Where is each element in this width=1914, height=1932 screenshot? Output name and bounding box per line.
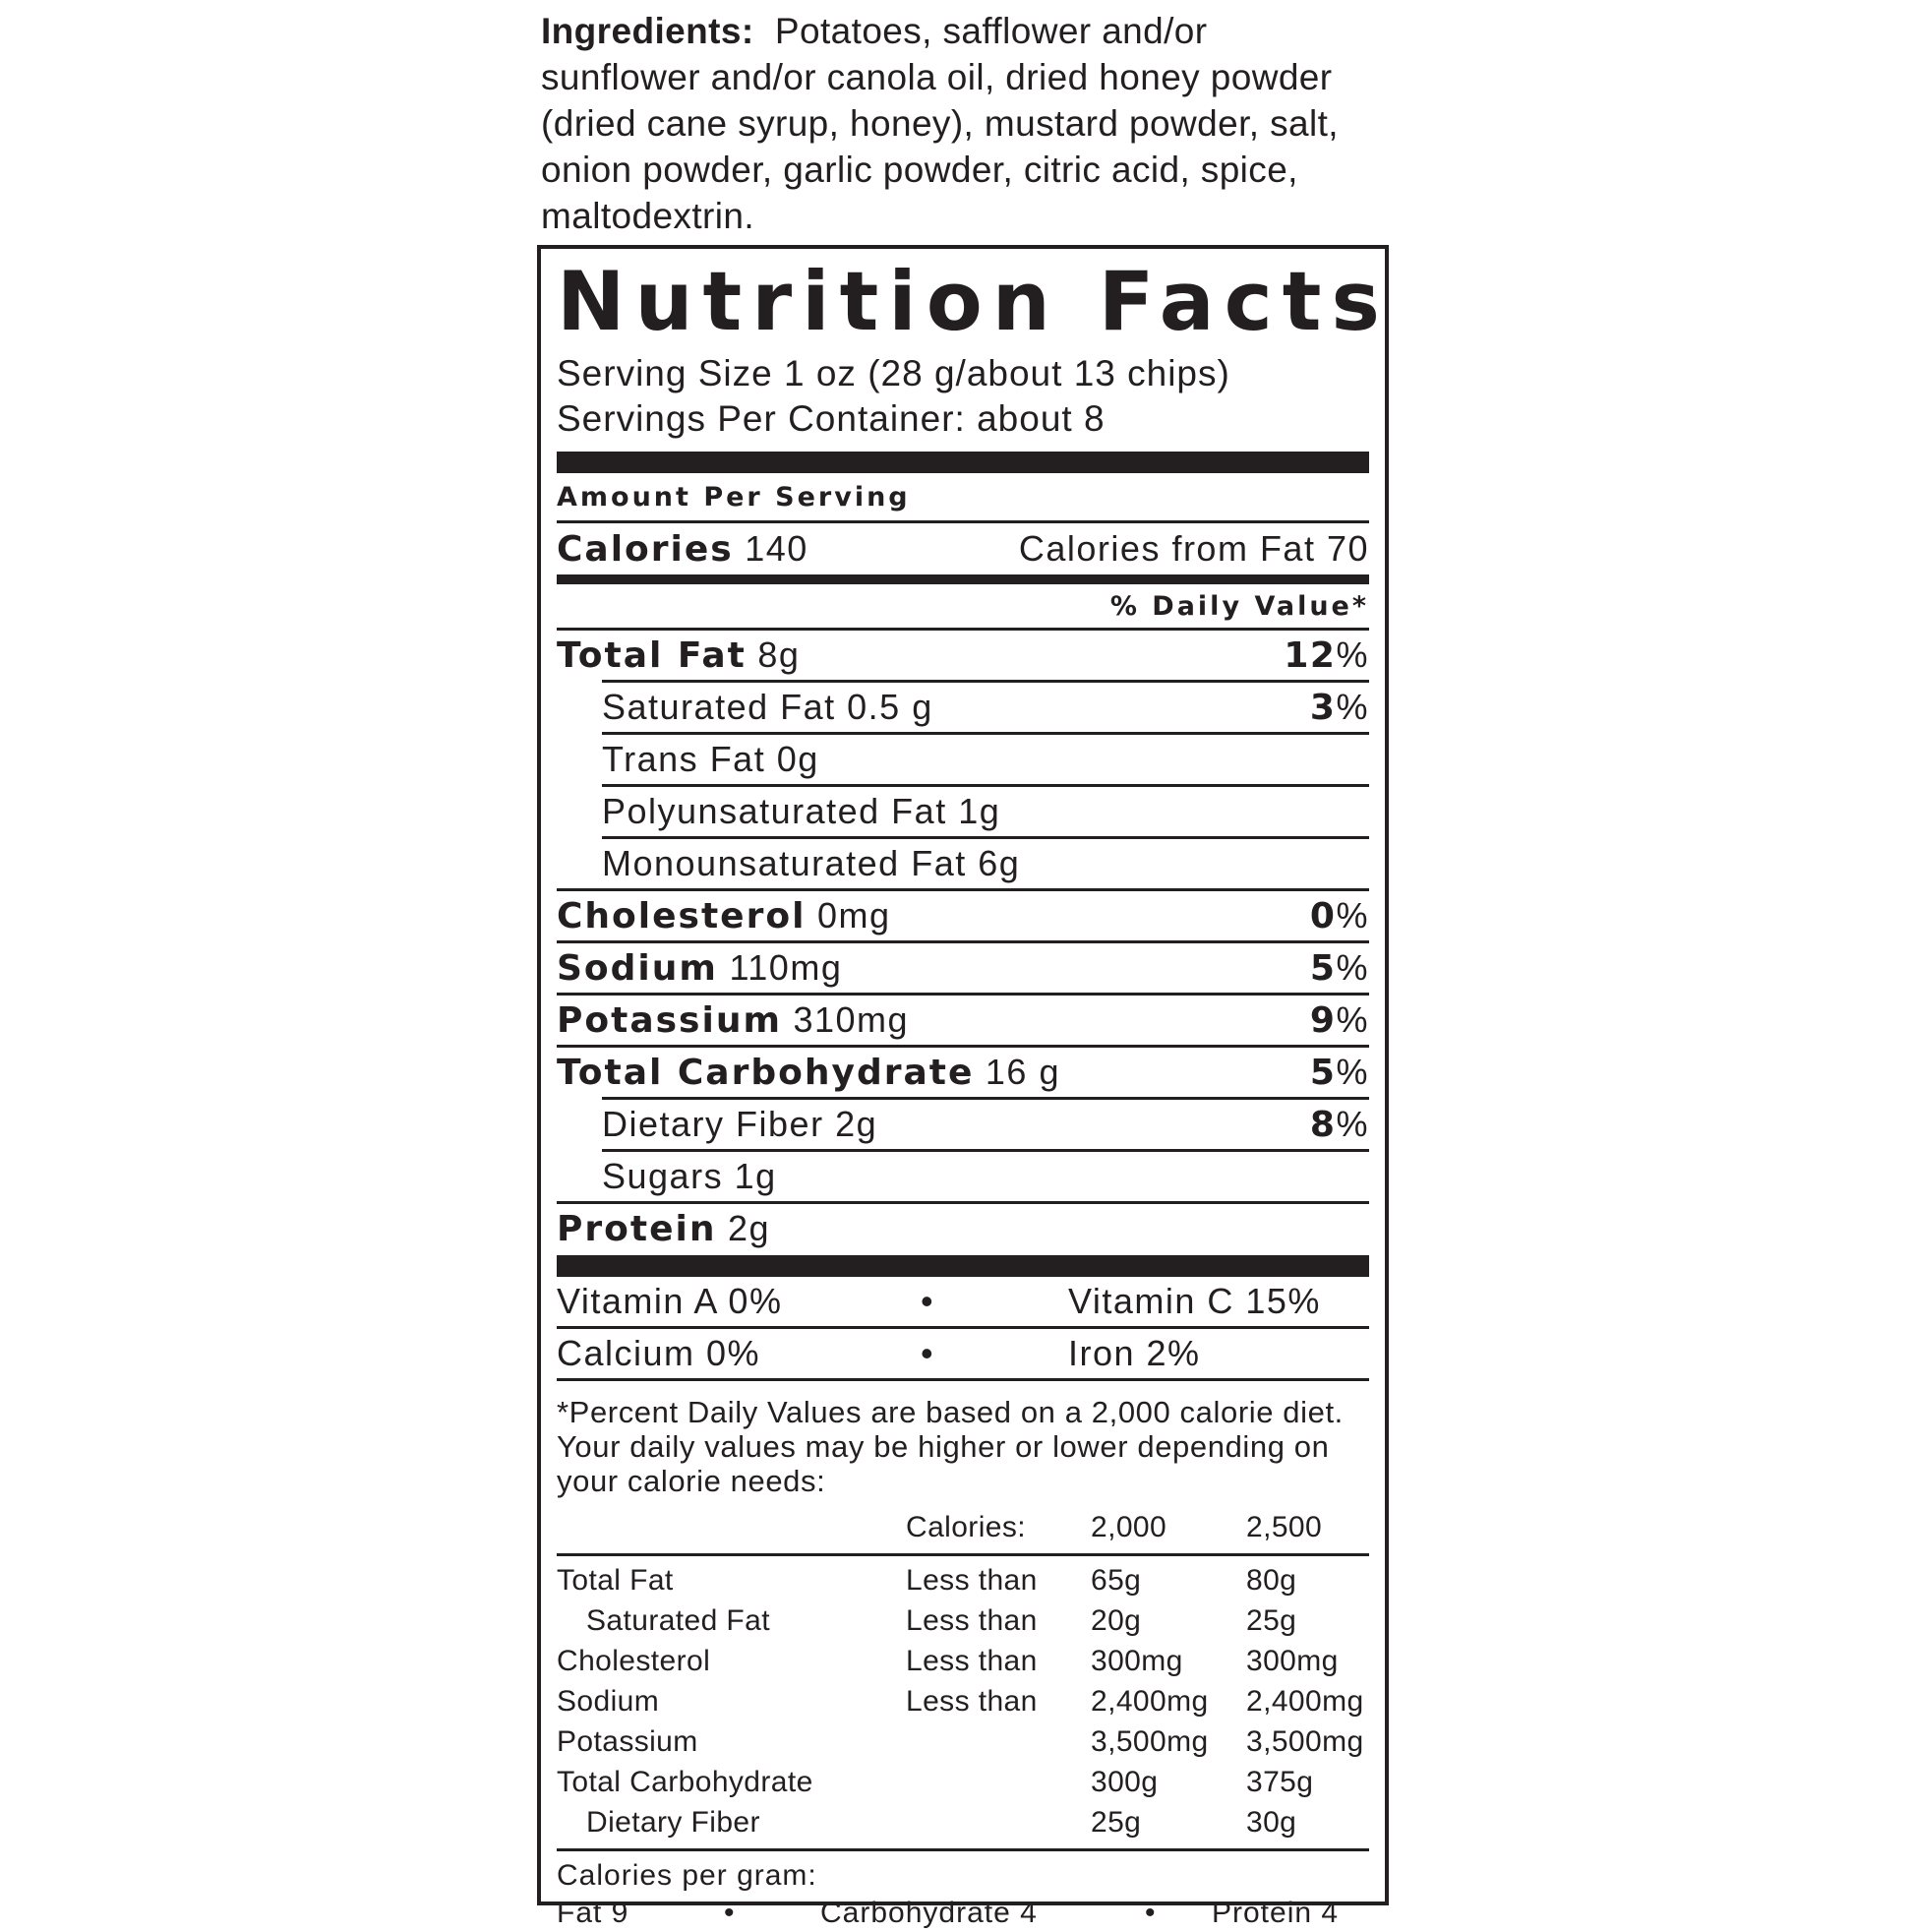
bullet: •	[1145, 1897, 1157, 1929]
nutrient-amount: 2g	[727, 1208, 771, 1248]
table-row: Saturated Fat Less than 20g 25g	[586, 1603, 1297, 1637]
calcium: Calcium 0%	[557, 1333, 761, 1373]
nutrient-name: Sodium	[557, 948, 718, 989]
pct-sign: %	[1336, 634, 1369, 675]
pct-sign: %	[1336, 687, 1369, 727]
divider	[557, 1378, 1369, 1381]
nutrient-name: Sugars	[602, 1156, 724, 1196]
nutrient-name: Dietary Fiber	[602, 1104, 824, 1144]
nutrient-dv: 5	[1309, 1053, 1337, 1093]
vitamin-a: Vitamin A 0%	[557, 1281, 783, 1321]
bullet: •	[724, 1897, 736, 1929]
nutrient-amount: 110mg	[729, 947, 843, 988]
protein-calories-per-gram: Protein 4	[1212, 1897, 1340, 1929]
pct-sign: %	[1336, 999, 1369, 1040]
calories-value: 140	[745, 528, 808, 569]
carb-calories-per-gram: Carbohydrate 4	[820, 1897, 1038, 1929]
nutrient-amount: 8g	[757, 634, 801, 675]
dv-2500: 2,500	[1246, 1511, 1323, 1543]
vitamin-row	[557, 1277, 1369, 1326]
nutrient-dv: 12	[1284, 635, 1337, 676]
dv-calories-label: Calories:	[906, 1511, 1026, 1543]
nutrient-name: Polyunsaturated Fat	[602, 791, 947, 831]
daily-value-table	[557, 1506, 1369, 1842]
nutrient-name: Potassium	[557, 1000, 782, 1041]
dv-table-header	[557, 1506, 1369, 1549]
nutrient-row-total-carbohydrate	[557, 1048, 1369, 1097]
nutrient-name: Trans Fat	[602, 739, 766, 779]
nutrient-row-cholesterol	[557, 891, 1369, 940]
nutrient-dv: 8	[1309, 1105, 1337, 1145]
vitamin-c: Vitamin C 15%	[1068, 1281, 1321, 1321]
nutrient-row-sugars	[602, 1152, 1369, 1201]
serving-size: Serving Size 1 oz (28 g/about 13 chips)	[557, 353, 1230, 393]
nutrient-row-monounsaturated-fat	[602, 839, 1369, 888]
nutrient-amount: 1g	[734, 1156, 777, 1196]
nutrient-dv: 3	[1309, 688, 1337, 728]
nutrient-row-protein	[557, 1204, 1369, 1253]
daily-value-footnote: *Percent Daily Values are based on a 2,000 calorie diet. Your daily values may be higher or lower depending on your calorie needs:	[557, 1395, 1344, 1498]
nutrient-amount: 0g	[776, 739, 819, 779]
nutrient-amount: 0.5 g	[847, 687, 933, 727]
servings-per-container: Servings Per Container: about 8	[557, 398, 1106, 439]
thick-divider	[557, 452, 1369, 473]
table-row: Potassium 3,500mg 3,500mg	[557, 1724, 1364, 1758]
divider	[557, 1848, 1369, 1851]
pct-sign: %	[1336, 1052, 1369, 1092]
nutrient-row-potassium	[557, 996, 1369, 1045]
nutrient-row-sodium	[557, 943, 1369, 993]
nutrient-dv: 0	[1309, 896, 1337, 936]
calories-from-fat: Calories from Fat 70	[1018, 528, 1369, 569]
nutrient-amount: 6g	[978, 843, 1021, 883]
ingredients-text	[541, 8, 1347, 239]
table-row: Total Carbohydrate 300g 375g	[557, 1765, 1314, 1798]
divider	[557, 1553, 1369, 1556]
calories-per-gram	[557, 1857, 1369, 1932]
ingredients-label: Ingredients:	[541, 11, 754, 51]
nutrient-name: Monounsaturated Fat	[602, 843, 967, 883]
nutrient-name: Total Carbohydrate	[557, 1053, 975, 1093]
nutrient-row-dietary-fiber	[602, 1100, 1369, 1149]
table-row: Dietary Fiber 25g 30g	[586, 1805, 1297, 1839]
nutrient-name: Saturated Fat	[602, 687, 836, 727]
amount-per-serving: Amount Per Serving	[557, 482, 911, 513]
pct-sign: %	[1336, 895, 1369, 936]
table-row: Cholesterol Less than 300mg 300mg	[557, 1644, 1339, 1677]
bullet: •	[921, 1333, 935, 1373]
nutrient-dv: 9	[1309, 1000, 1337, 1041]
calories-row	[557, 523, 1369, 574]
thick-divider	[557, 1255, 1369, 1277]
table-row: Total Fat Less than 65g 80g	[557, 1563, 1297, 1597]
nutrient-dv: 5	[1309, 948, 1337, 989]
nutrient-name: Cholesterol	[557, 896, 807, 936]
nutrition-facts-panel	[537, 245, 1390, 1929]
nutrient-row-total-fat	[557, 631, 1369, 680]
nutrient-amount: 310mg	[793, 999, 910, 1040]
nutrition-facts-title: Nutrition Facts	[557, 254, 1390, 349]
calories-label: Calories	[557, 529, 734, 570]
nutrient-amount: 2g	[835, 1104, 878, 1144]
ingredients-list: Potatoes, safflower and/or sunflower and/or canola oil, dried honey powder (dried cane syrup, honey), mustard powder, salt, onion powder, garlic powder, citric acid, spice, maltodextrin.	[541, 11, 1339, 236]
vitamin-row	[557, 1329, 1369, 1378]
nutrient-row-polyunsaturated-fat	[602, 787, 1369, 836]
dv-2000: 2,000	[1091, 1511, 1167, 1543]
nutrient-row-trans-fat	[602, 735, 1369, 784]
nutrient-row-saturated-fat	[602, 683, 1369, 732]
nutrient-amount: 1g	[958, 791, 1001, 831]
calories-per-gram-label: Calories per gram:	[557, 1859, 817, 1892]
nutrient-name: Protein	[557, 1209, 717, 1249]
nutrient-amount: 0mg	[816, 895, 891, 936]
nutrient-name: Total Fat	[557, 635, 747, 676]
pct-sign: %	[1336, 1104, 1369, 1144]
nutrient-amount: 16 g	[985, 1052, 1060, 1092]
pct-sign: %	[1336, 947, 1369, 988]
fat-calories-per-gram: Fat 9	[557, 1897, 629, 1929]
table-row: Sodium Less than 2,400mg 2,400mg	[557, 1684, 1364, 1718]
daily-value-header: % Daily Value*	[1109, 591, 1369, 622]
medium-divider	[557, 574, 1369, 584]
iron: Iron 2%	[1068, 1333, 1201, 1373]
bullet: •	[921, 1281, 935, 1321]
